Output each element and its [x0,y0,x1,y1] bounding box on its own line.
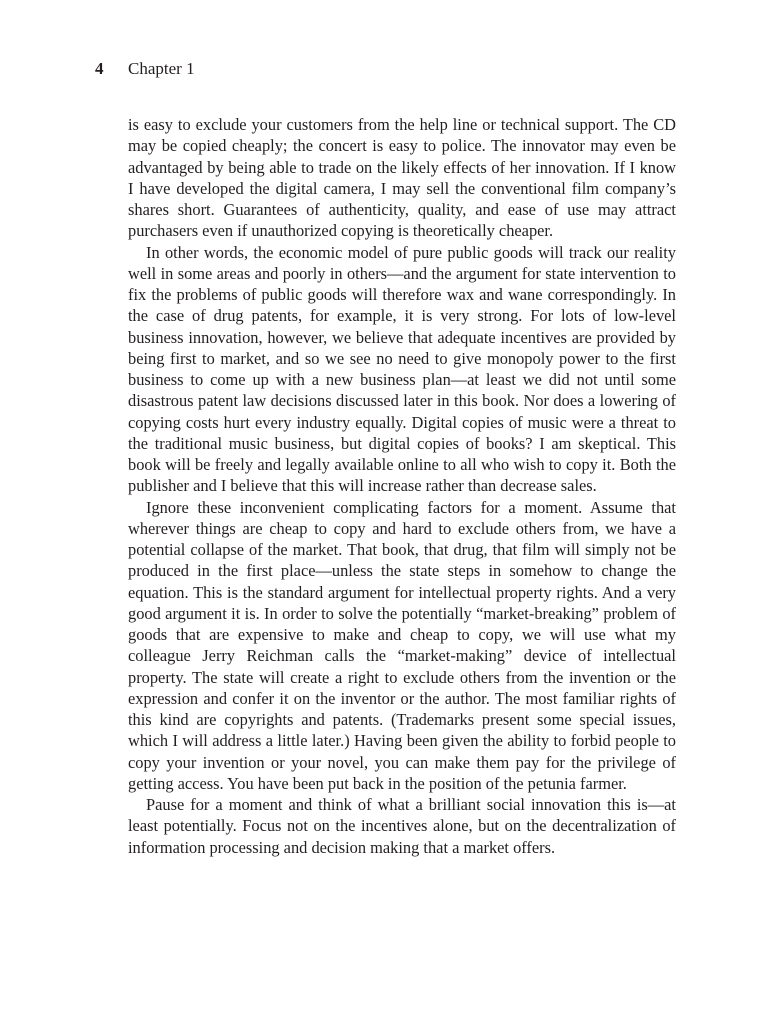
paragraph: Pause for a moment and think of what a brilliant social innovation this is—at least potentially. Focus not on the incentives alone, but on the decentralization of information processing and decision making that a market offers. [128,795,676,857]
paragraph-continued: is easy to exclude your customers from the help line or technical support. The CD may be copied cheaply; the concert is easy to police. The innovator may even be advantaged by being able to trade on the likely effects of her innovation. If I know I have developed the digital camera, I may sell the conventional film company’s shares short. Guarantees of authenticity, quality, and ease of use may attract purchasers even if unauthorized copying is theoretically cheaper. [128,115,676,241]
chapter-title: Chapter 1 [128,59,195,78]
paragraph: Ignore these inconvenient complicating factors for a moment. Assume that wherever things are cheap to copy and hard to exclude others from, we have a potential collapse of the market. That book, that drug, that film will simply not be produced in the first place—unless the state steps in somehow to change the equation. This is the standard argument for intellectual property rights. And a very good argument it is. In order to solve the potentially “market-breaking” problem of goods that are expensive to make and cheap to copy, we will use what my colleague Jerry Reichman calls the “market-making” device of intellectual property. The state will create a right to exclude others from the invention or the expression and confer it on the inventor or the author. The most familiar rights of this kind are copyrights and patents. (Trademarks present some special issues, which I will address a little later.) Having been given the ability to forbid people to copy your invention or your novel, you can make them pay for the privilege of getting access. You have been put back in the position of the petunia farmer. [128,497,676,793]
running-head [95,58,195,80]
page-number: 4 [95,59,104,78]
body-text [128,114,676,858]
paragraph: In other words, the economic model of pure public goods will track our reality well in some areas and poorly in others—and the argument for state intervention to fix the problems of public goods will therefore wax and wane correspondingly. In the case of drug patents, for example, it is very strong. For lots of low-level business innovation, however, we believe that adequate incentives are provided by being first to market, and so we see no need to give monopoly power to the first business to come up with a new business plan—at least we did not until some disastrous patent law decisions discussed later in this book. Nor does a lowering of copying costs hurt every industry equally. Digital copies of music were a threat to the traditional music business, but digital copies of books? I am skeptical. This book will be freely and legally available online to all who wish to copy it. Both the publisher and I believe that this will increase rather than decrease sales. [128,242,676,496]
